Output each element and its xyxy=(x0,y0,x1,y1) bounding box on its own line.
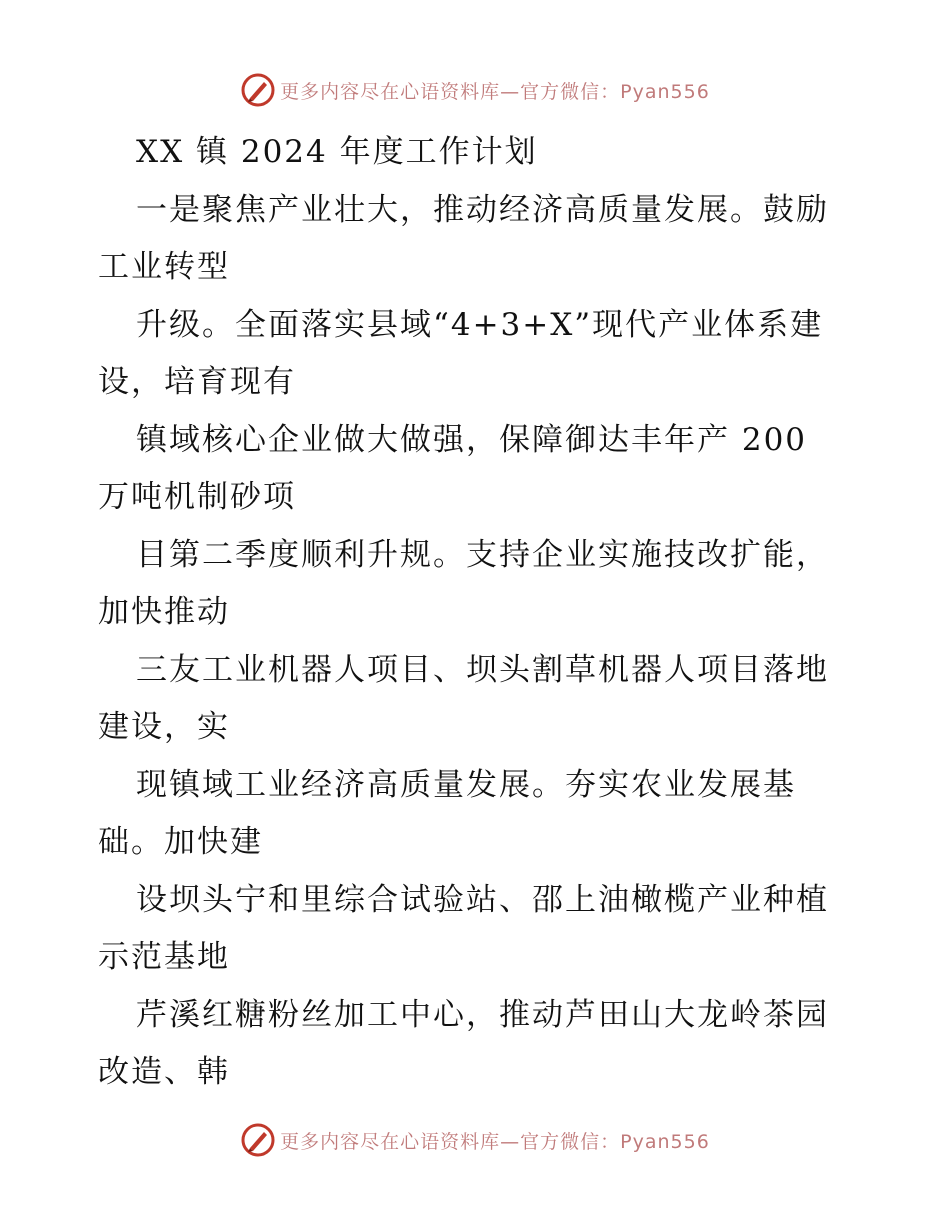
footer-watermark xyxy=(0,1120,950,1160)
text-line: 础。加快建 xyxy=(98,824,263,860)
text-line: 设，培育现有 xyxy=(98,364,296,400)
text-line: 现镇域工业经济高质量发展。夯实农业发展基 xyxy=(136,766,796,803)
text-line: 建设，实 xyxy=(98,709,230,745)
watermark-text: 更多内容尽在心语资料库—官方微信：Pyan556 xyxy=(280,1130,710,1153)
text-line: 芹溪红糖粉丝加工中心，推动芦田山大龙岭茶园 xyxy=(136,996,829,1033)
pen-circle-logo-icon xyxy=(240,1122,276,1158)
text-line: 一是聚焦产业壮大，推动经济高质量发展。鼓励 xyxy=(136,191,829,228)
text-line: 设坝头宁和里综合试验站、邵上油橄榄产业种植 xyxy=(136,881,829,918)
text-line: 三友工业机器人项目、坝头割草机器人项目落地 xyxy=(136,651,829,688)
header-watermark xyxy=(0,70,950,110)
text-line: 万吨机制砂项 xyxy=(98,479,296,515)
watermark-text: 更多内容尽在心语资料库—官方微信：Pyan556 xyxy=(280,80,710,103)
text-line: 示范基地 xyxy=(98,939,230,975)
text-line: 改造、韩 xyxy=(98,1054,230,1090)
text-line: 目第二季度顺利升规。支持企业实施技改扩能， xyxy=(136,536,829,573)
document-title: XX 镇 2024 年度工作计划 xyxy=(136,134,538,170)
text-line: 镇域核心企业做大做强，保障御达丰年产 200 xyxy=(136,421,808,458)
text-line: 升级。全面落实县域“4+3+X”现代产业体系建 xyxy=(136,306,824,343)
text-line: 加快推动 xyxy=(98,594,230,630)
document-body xyxy=(98,124,868,1102)
text-line: 工业转型 xyxy=(98,249,230,285)
pen-circle-logo-icon xyxy=(240,72,276,108)
